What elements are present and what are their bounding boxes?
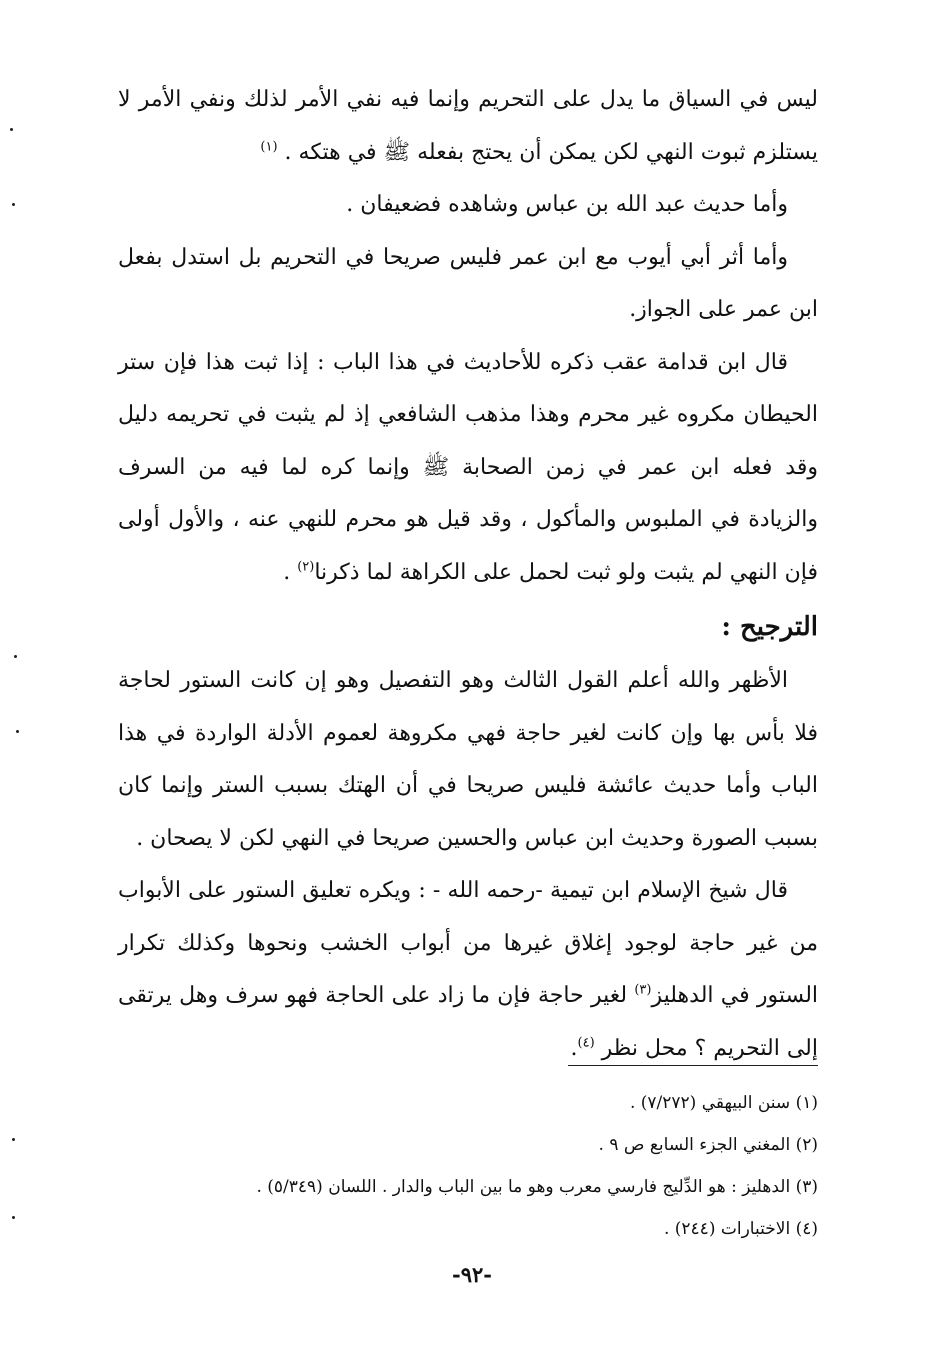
paragraph-1-text: ليس في السياق ما يدل على التحريم وإنما فيه نفي الأمر لذلك ونفي الأمر لا يستلزم ثبوت النهي لكن يمكن أن يحتج بفعله ﷺ في هتكه .: [118, 87, 818, 165]
paragraph-6-text-b: لغير حاجة فإن ما زاد على الحاجة فهو سرف وهل يرتقى إلى التحريم ؟ محل نظر: [118, 983, 818, 1061]
paragraph-6-text-a: قال شيخ الإسلام ابن تيمية -رحمه الله - : ويكره تعليق الستور على الأبواب من غير حاجة لوجود إغلاق غيرها من أبواب الخشب ونحوها وكذلك تكرار الستور في الدهليز: [118, 878, 819, 1008]
paragraph-3: وأما أثر أبي أيوب مع ابن عمر فليس صريحا في التحريم بل استدل بفعل ابن عمر على الجواز.: [118, 244, 818, 322]
paragraph-6: [118, 865, 818, 1075]
scan-speck: [12, 1138, 15, 1141]
footnote-marker-4: (٤): [577, 1035, 595, 1051]
paragraph-1: [118, 74, 818, 179]
footnote-4: (٤) الاختبارات (٢٤٤) .: [663, 1219, 818, 1239]
scan-speck: [10, 128, 13, 131]
footnote-2: (٢) المغني الجزء السابع ص ٩ .: [598, 1135, 818, 1155]
footnote-1: (١) سنن البيهقي (٧/٢٧٢) .: [629, 1093, 818, 1113]
footnote-marker-2: (٢): [297, 559, 315, 575]
scan-speck: [16, 730, 19, 733]
scan-speck: [14, 655, 17, 658]
paragraph-5: الأظهر والله أعلم القول الثالث وهو التفصيل وهو إن كانت الستور لحاجة فلا بأس بها وإن كانت لغير حاجة فهي مكروهة لعموم الأدلة الواردة في هذا الباب وأما حديث عائشة فليس صريحا في أن الهتك بسبب الستر وإنما كان بسبب الصورة وحديث ابن عباس والحسين صريحا في النهي لكن لا يصحان .: [118, 668, 818, 851]
paragraph-2: وأما حديث عبد الله بن عباس وشاهده فضعيفان .: [346, 192, 788, 217]
paragraph-4-text: قال ابن قدامة عقب ذكره للأحاديث في هذا الباب : إذا ثبت هذا فإن ستر الحيطان مكروه غير محرم وهذا مذهب الشافعي إذ لم يثبت في تحريمه دليل وقد فعله ابن عمر في زمن الصحابة ﷺ وإنما كره لما فيه من السرف والزيادة في الملبوس والمأكول ، وقد قيل هو محرم للنهي عنه ، والأول أولى فإن النهي لم يثبت ولو ثبت لحمل على الكراهة لما ذكرنا: [118, 349, 818, 585]
main-text: [118, 74, 818, 1075]
footnotes: [118, 1082, 818, 1250]
paragraph-4-end: .: [283, 559, 291, 585]
section-heading: الترجيح :: [721, 612, 818, 642]
footnote-3: (٣) الدهليز : هو الدِّليج فارسي معرب وهو ما بين الباب والدار . اللسان (٥/٣٤٩) .: [256, 1177, 818, 1197]
scan-speck: [12, 1216, 15, 1219]
footnote-marker-3: (٣): [634, 982, 652, 998]
page-number: -٩٢-: [452, 1262, 492, 1287]
paragraph-4: [118, 337, 818, 600]
scan-speck: [12, 203, 15, 206]
footnote-marker-1: (١): [260, 139, 278, 155]
paragraph-6-end: .: [570, 1035, 578, 1061]
footnote-separator: [568, 1065, 818, 1066]
